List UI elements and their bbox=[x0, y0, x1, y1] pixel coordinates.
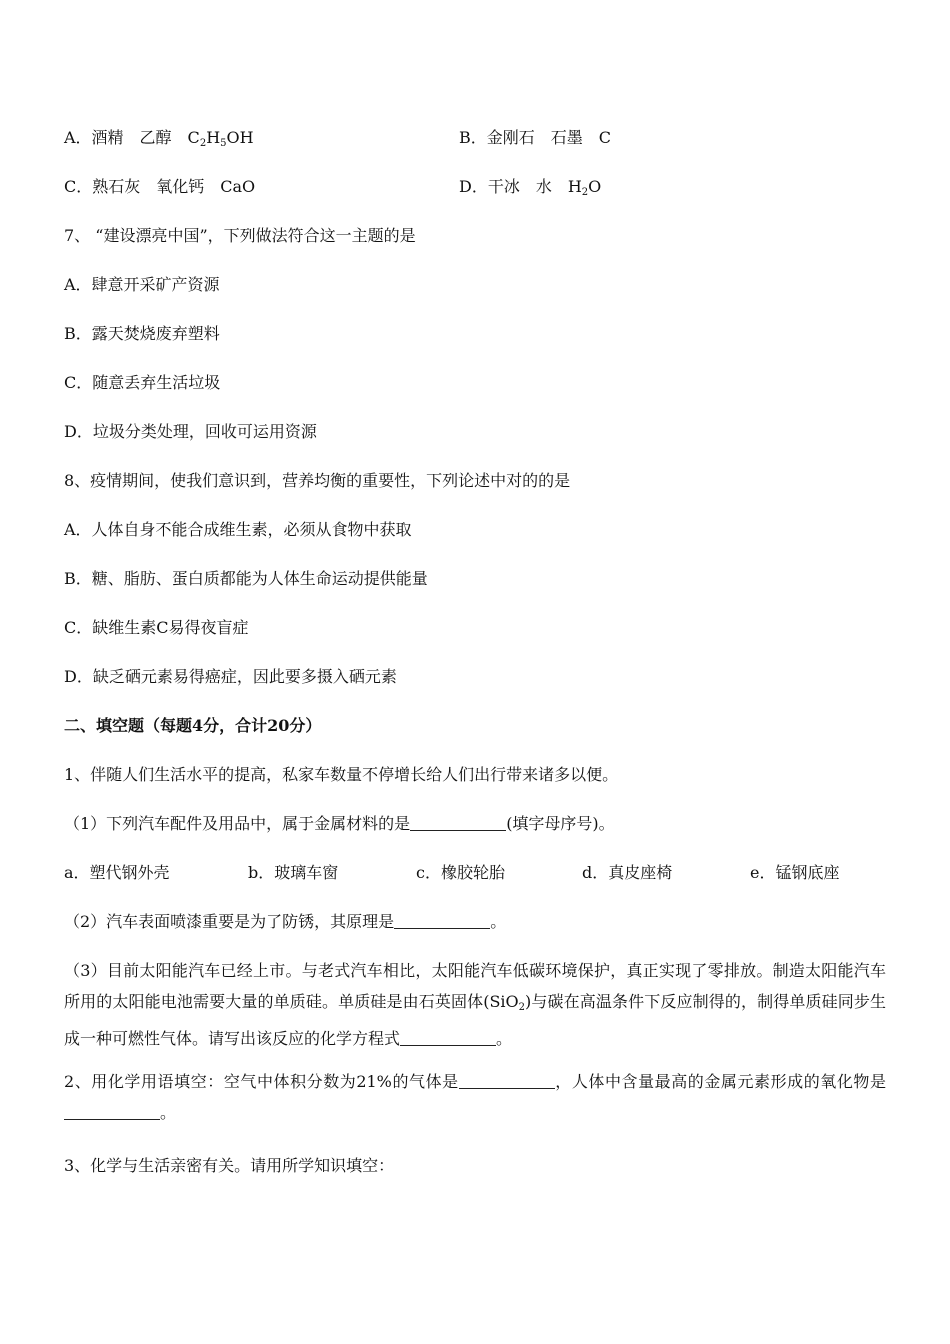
q8-stem: 8、疫情期间，使我们意识到，营养均衡的重要性，下列论述中对的的是 bbox=[64, 471, 571, 490]
fill3-stem: 3、化学与生活亲密有关。请用所学知识填空： bbox=[64, 1156, 395, 1175]
section-heading-fill-in: 二、填空题（每题4分，合计20分） bbox=[64, 716, 322, 735]
q8-option-a: A．人体自身不能合成维生素，必须从食物中获取 bbox=[64, 520, 412, 539]
fill2: 2、用化学用语填空：空气中体积分数为21%的气体是 ，人体中含量最高的金属元素形成的氧化物是。 bbox=[64, 1072, 886, 1122]
q6-options-row-1 bbox=[64, 127, 612, 155]
q7-option-d: D．垃圾分类处理，回收可运用资源 bbox=[64, 422, 317, 441]
answer-blank[interactable] bbox=[400, 1029, 496, 1046]
q7-option-c: C．随意丢弃生活垃圾 bbox=[64, 373, 221, 392]
answer-blank[interactable] bbox=[410, 814, 506, 831]
fill1-part2: （2）汽车表面喷漆重要是为了防锈，其原理是 。 bbox=[64, 912, 507, 931]
fill1-stem: 1、伴随人们生活水平的提高，私家车数量不停增长给人们出行带来诸多以便。 bbox=[64, 765, 619, 784]
q7-stem: 7、 “建设漂亮中国”，下列做法符合这一主题的是 bbox=[64, 226, 416, 245]
q7-option-b: B．露天焚烧废弃塑料 bbox=[64, 324, 220, 343]
q8-option-b: B．糖、脂肪、蛋白质都能为人体生命运动提供能量 bbox=[64, 569, 428, 588]
fill1-option-a: a．塑代钢外壳 bbox=[64, 863, 170, 882]
q8-option-c: C．缺维生素C易得夜盲症 bbox=[64, 618, 249, 637]
fill1-option-b: b．玻璃车窗 bbox=[248, 863, 339, 882]
fill1-option-d: d．真皮座椅 bbox=[582, 863, 673, 882]
answer-blank[interactable] bbox=[459, 1072, 555, 1089]
fill1-part3: （3）目前太阳能汽车已经上市。与老式汽车相比，太阳能汽车低碳环境保护，真正实现了零排放。制造太阳能汽车所用的太阳能电池需要大量的单质硅。单质硅是由石英固体(SiO$_2$)与碳在高温条件下反应制得的，制得单质硅同步生成一种可燃性气体。请写出该反应的化学方程式 。 bbox=[64, 961, 886, 1048]
fill1-option-e: e．锰钢底座 bbox=[750, 863, 840, 882]
answer-blank[interactable] bbox=[394, 912, 490, 929]
q8-option-d: D．缺乏硒元素易得癌症，因此要多摄入硒元素 bbox=[64, 667, 397, 686]
q6-option-c: C．熟石灰 氧化钙 CaO bbox=[64, 177, 256, 196]
q6-option-b: B．金刚石 石墨 C bbox=[459, 128, 612, 147]
fill1-option-c: c．橡胶轮胎 bbox=[416, 863, 505, 882]
fill1-part1: （1）下列汽车配件及用品中，属于金属材料的是 (填字母序号)。 bbox=[64, 814, 615, 833]
answer-blank[interactable] bbox=[64, 1103, 160, 1120]
q6-option-a: A．酒精 乙醇 $C_2H_5OH$ bbox=[64, 128, 254, 149]
q6-options-row-2 bbox=[64, 176, 602, 198]
q7-option-a: A．肆意开采矿产资源 bbox=[64, 275, 220, 294]
q6-option-d: D．干冰 水 $H_2O$ bbox=[459, 177, 602, 198]
